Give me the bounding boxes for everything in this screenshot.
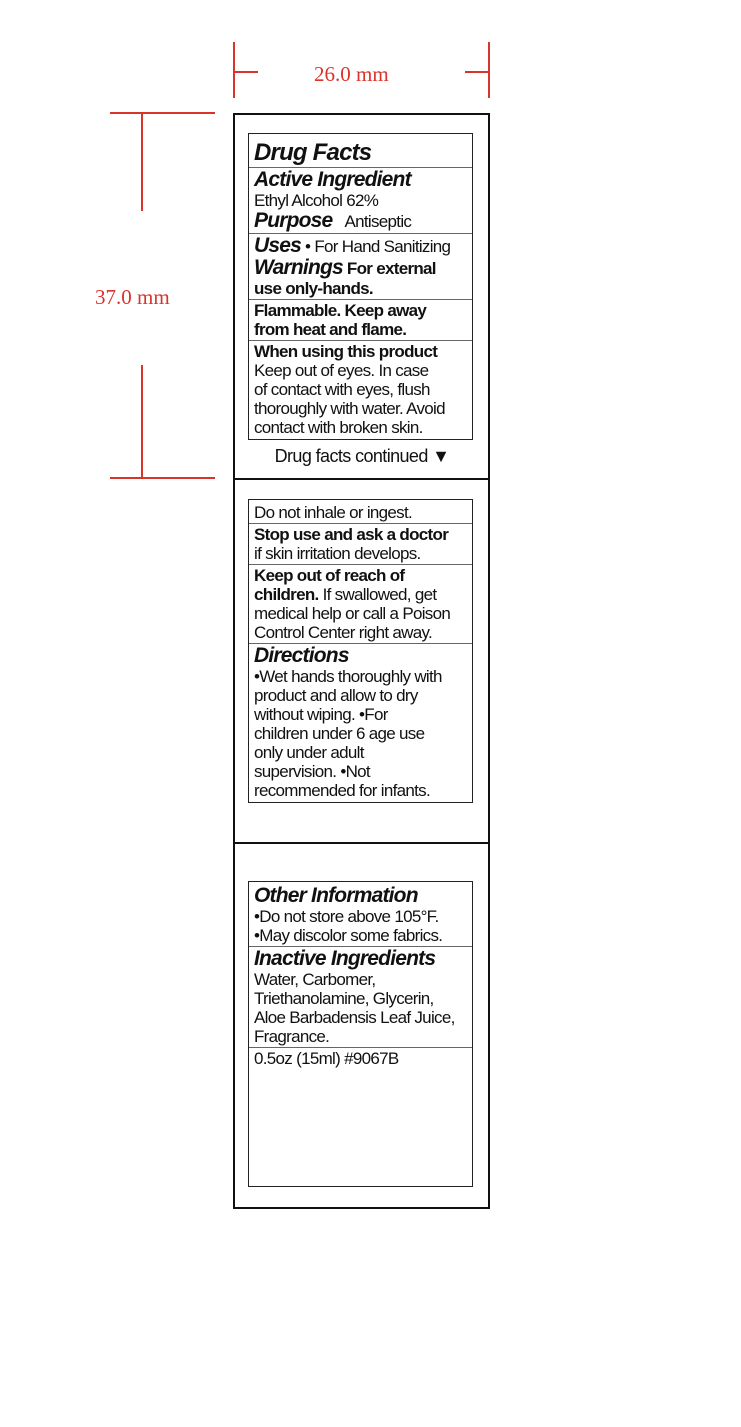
dim-width-left-tick (233, 42, 235, 98)
warnings-heading: Warnings (254, 256, 343, 279)
stop-use-text: if skin irritation develops. (254, 544, 421, 563)
dim-height-bottom-tick (110, 477, 215, 479)
other-info-line: •Do not store above 105°F. (254, 907, 439, 926)
stop-use-heading: Stop use and ask a doctor (254, 525, 449, 544)
dim-width-left-arm (234, 71, 258, 73)
directions-heading: Directions (254, 644, 349, 667)
keep-out-text: If swallowed, get (318, 585, 437, 604)
other-info-line: •May discolor some fabrics. (254, 926, 443, 945)
directions-line: children under 6 age use (254, 724, 425, 743)
when-using-line: thoroughly with water. Avoid (254, 399, 445, 418)
uses-heading: Uses (254, 234, 302, 257)
uses-value: • For Hand Sanitizing (301, 237, 451, 256)
directions-line: recommended for infants. (254, 781, 430, 800)
inactive-line: Aloe Barbadensis Leaf Juice, (254, 1008, 455, 1027)
active-ingredient-heading: Active Ingredient (254, 168, 411, 191)
purpose-value: Antiseptic (344, 212, 412, 231)
keep-out-line: medical help or call a Poison (254, 604, 451, 623)
warnings-text-2: use only-hands. (254, 279, 373, 298)
divider (249, 564, 472, 565)
flammable-line: Flammable. Keep away (254, 301, 427, 320)
directions-line: only under adult (254, 743, 364, 762)
inactive-line: Triethanolamine, Glycerin, (254, 989, 434, 1008)
inactive-line: Water, Carbomer, (254, 970, 376, 989)
dim-height-bottom-arm (141, 365, 143, 478)
divider (249, 1047, 472, 1048)
inactive-ingredients-heading: Inactive Ingredients (254, 947, 436, 970)
dim-height-top-arm (141, 113, 143, 211)
drug-facts-title: Drug Facts (254, 139, 372, 166)
inhale-warning: Do not inhale or ingest. (254, 503, 413, 522)
divider (249, 340, 472, 341)
other-info-heading: Other Information (254, 884, 418, 907)
when-using-line: of contact with eyes, flush (254, 380, 430, 399)
drug-facts-continued: Drug facts continued ▼ (274, 446, 450, 466)
purpose-heading: Purpose (254, 209, 333, 232)
warnings-text: For external (342, 259, 436, 278)
when-using-line: Keep out of eyes. In case (254, 361, 429, 380)
dim-width-right-arm (465, 71, 489, 73)
other-info-box (248, 881, 473, 1187)
dim-height-label: 37.0 mm (95, 285, 170, 309)
when-using-line: contact with broken skin. (254, 418, 423, 437)
keep-out-heading: Keep out of reach of (254, 566, 405, 585)
divider (249, 523, 472, 524)
warnings-directions-box (248, 499, 473, 803)
dim-width-right-tick (488, 42, 490, 98)
flammable-line: from heat and flame. (254, 320, 407, 339)
dim-width-label: 26.0 mm (314, 62, 389, 86)
directions-line: supervision. •Not (254, 762, 370, 781)
product-size: 0.5oz (15ml) #9067B (254, 1049, 399, 1068)
keep-out-line: Control Center right away. (254, 623, 433, 642)
directions-line: product and allow to dry (254, 686, 418, 705)
divider (249, 299, 472, 300)
keep-out-children: children. (254, 585, 319, 604)
when-using-heading: When using this product (254, 342, 438, 361)
active-ingredient-value: Ethyl Alcohol 62% (254, 191, 379, 210)
directions-line: •Wet hands thoroughly with (254, 667, 442, 686)
directions-line: without wiping. •For (254, 705, 388, 724)
inactive-line: Fragrance. (254, 1027, 330, 1046)
dim-height-top-tick (110, 112, 215, 114)
drug-facts-box (248, 133, 473, 440)
